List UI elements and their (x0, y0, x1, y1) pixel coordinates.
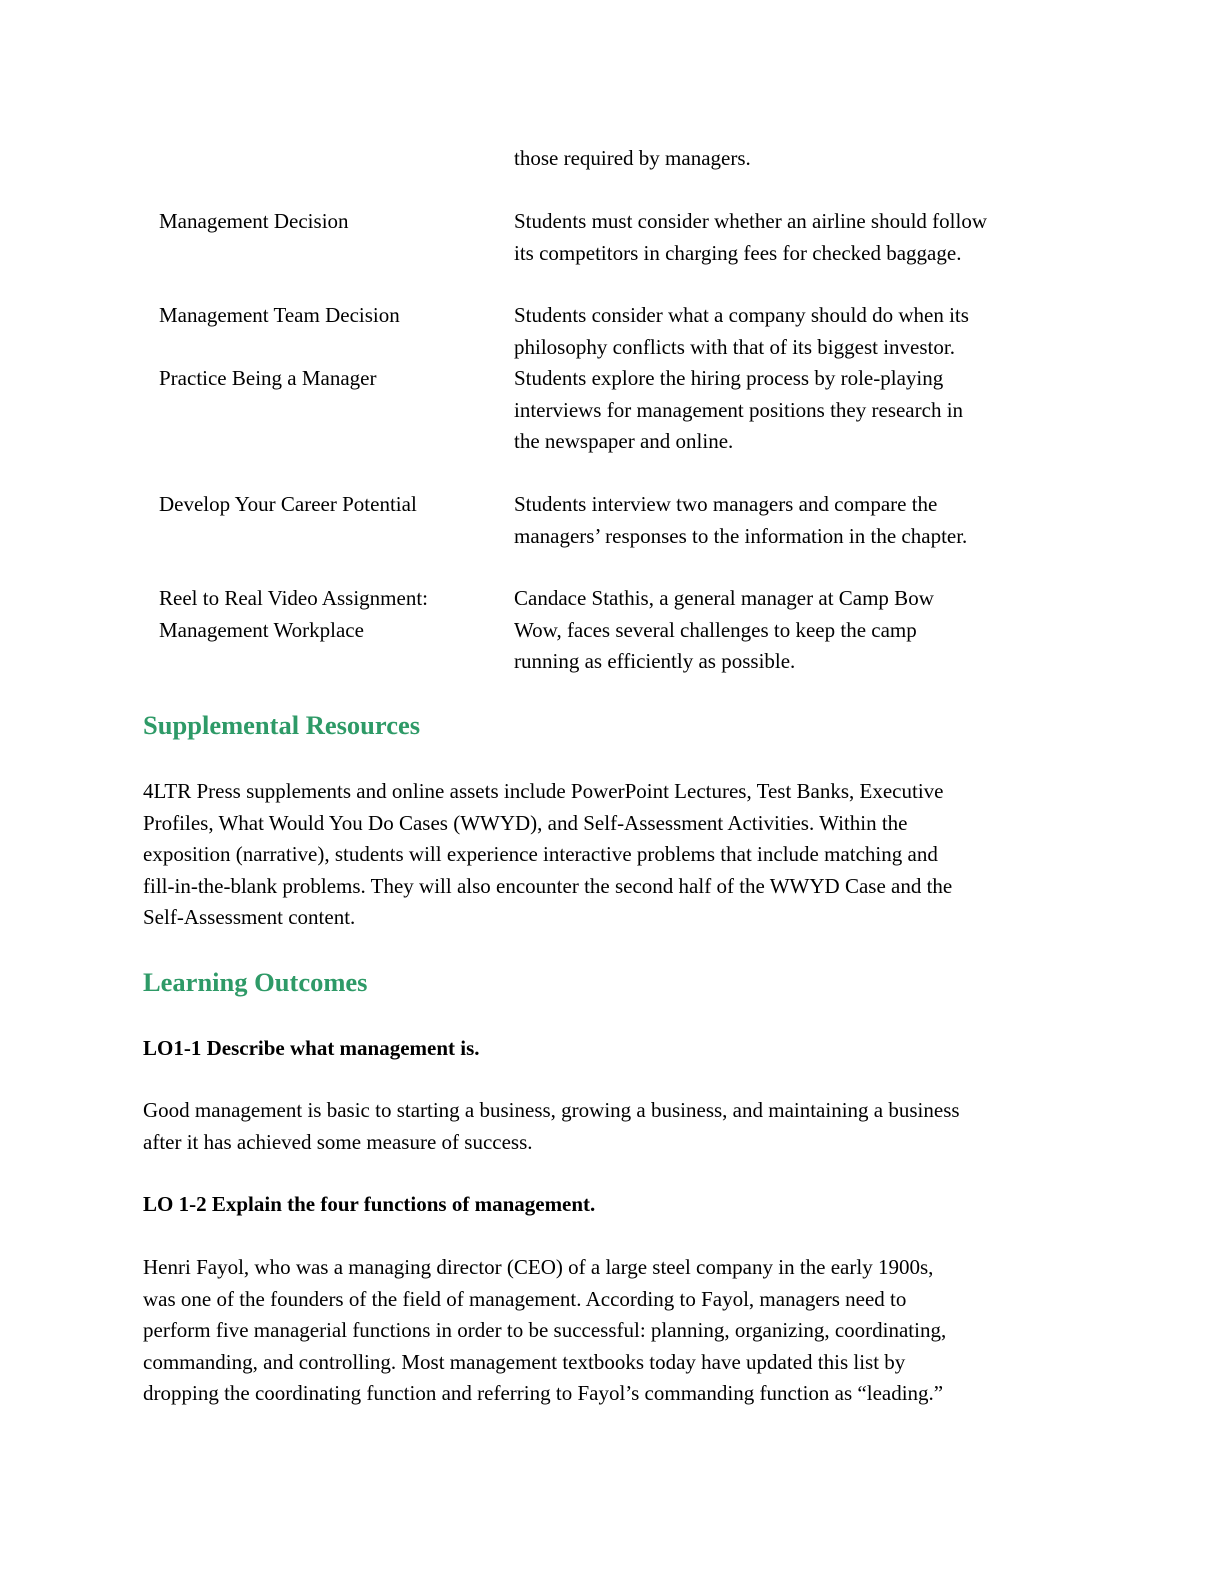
activity-description: Students interview two managers and compare the managers’ responses to the information in the chapter. (514, 492, 968, 548)
activity-name: Management Decision (159, 209, 349, 233)
activity-name: Develop Your Career Potential (159, 492, 417, 516)
activity-name: Reel to Real Video Assignment: Management Workplace (159, 586, 428, 642)
activity-description: Students consider what a company should do when its philosophy conflicts with that of its biggest investor. (514, 303, 969, 359)
learning-outcomes-heading: Learning Outcomes (143, 967, 368, 997)
lo-1-2-title: LO 1-2 Explain the four functions of management. (143, 1192, 596, 1216)
activity-name: Practice Being a Manager (159, 366, 377, 390)
activity-description: Students must consider whether an airline should follow its competitors in charging fees for checked baggage. (514, 209, 988, 265)
supplemental-resources-body: 4LTR Press supplements and online assets include PowerPoint Lectures, Test Banks, Executive Profiles, What Would You Do Cases (WWYD), and Self-Assessment Activities. Within the exposition (narrative), students will experience interactive problems that include matching and fill-in-the-blank problems. They will also encounter the second half of the WWYD Case and the Self-Assessment content. (143, 779, 953, 929)
lo-1-2-body: Henri Fayol, who was a managing director (CEO) of a large steel company in the early 1900s, was one of the founders of the field of management. According to Fayol, managers need to perform five managerial functions in order to be successful: planning, organizing, coordinating, commanding, and controlling. Most management textbooks today have updated this list by dropping the coordinating function and referring to Fayol’s commanding function as “leading.” (143, 1255, 947, 1405)
activity-description: Candace Stathis, a general manager at Camp Bow Wow, faces several challenges to keep the camp running as efficiently as possible. (514, 586, 934, 673)
supplemental-resources-heading: Supplemental Resources (143, 710, 421, 740)
activity-name: Management Team Decision (159, 303, 400, 327)
lo-1-1-body: Good management is basic to starting a business, growing a business, and maintaining a business after it has achieved some measure of success. (143, 1098, 960, 1154)
activity-description: Students explore the hiring process by role-playing interviews for management positions they research in the newspaper and online. (514, 366, 964, 453)
continuation-text: those required by managers. (514, 146, 751, 170)
lo-1-1-title: LO1-1 Describe what management is. (143, 1036, 480, 1060)
